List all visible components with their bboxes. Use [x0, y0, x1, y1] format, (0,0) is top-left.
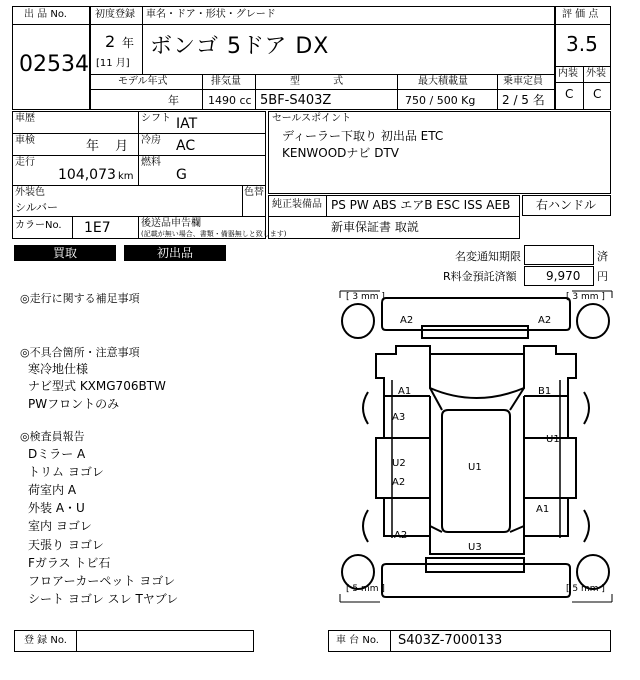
capacity-label: 乗車定員 [503, 76, 543, 87]
displacement: 1490 cc [208, 94, 252, 107]
damage-mark: A1 [536, 504, 550, 515]
damage-marks [392, 315, 560, 553]
body-outline [363, 346, 589, 554]
tire-front-left [340, 291, 385, 338]
model-year-label: モデル年式 [118, 76, 168, 87]
first-reg-label: 初度登録 [95, 9, 135, 20]
damage-mark: U1 [468, 462, 482, 473]
damage-mark: A2 [538, 315, 552, 326]
color-no-label: カラーNo. [15, 220, 62, 231]
damage-mark: U1 [546, 434, 560, 445]
car-name-label: 車名・ドア・形状・グレード [146, 9, 276, 20]
equipment-items: PS PW ABS エアB ESC ISS AEB [331, 198, 511, 212]
displacement-label: 排気量 [211, 76, 241, 87]
inspector-item: 荷室内 A [28, 483, 77, 497]
color-no-value: 1E7 [84, 220, 111, 236]
type-label: 型 式 [290, 76, 344, 87]
tire-front-right [566, 291, 612, 338]
reg-year-unit: 年 [122, 36, 135, 50]
lot-number: 02534 [19, 52, 89, 77]
inspection-label: 車検 [15, 135, 35, 146]
steering-value: 右ハンドル [536, 198, 597, 212]
tire-rear-left [340, 555, 385, 602]
recycle-unit: 円 [597, 270, 608, 283]
aftermarket-note: (記載が無い場合、書類・備器無しと致します) [141, 230, 287, 238]
lot-label: 出 品 No. [24, 9, 67, 20]
svg-text:[ 3 mm ]: [ 3 mm ] [346, 292, 385, 302]
damage-mark: B1 [538, 386, 552, 397]
sales-point-line-1: ディーラー下取り 初出品 ETC [282, 129, 444, 143]
recycle-value: 9,970 [546, 269, 581, 283]
ac-value: AC [176, 138, 196, 154]
score-label: 評 価 点 [562, 9, 599, 20]
inspection-value: 年 月 [86, 139, 129, 154]
model-code: 5BF-S403Z [260, 93, 332, 108]
color-label: 外装色 [15, 187, 45, 198]
exterior-grade: C [593, 87, 602, 101]
equipment-label: 純正装備品 [272, 199, 322, 210]
first-listing-badge: 初出品 [124, 245, 226, 261]
aftermarket-label: 後送品申告欄 [141, 218, 201, 229]
defects-header: ◎不具合箇所・注意事項 [20, 346, 140, 359]
inspector-header: ◎検査員報告 [20, 430, 85, 443]
svg-text:[ 5 mm ]: [ 5 mm ] [346, 584, 385, 594]
mileage-label: 走行 [15, 157, 35, 168]
model-year-unit: 年 [168, 94, 179, 107]
shift-label: シフト [141, 113, 171, 124]
recolor-label: 色替 [244, 187, 264, 198]
chassis-label: 車 台 No. [336, 635, 379, 646]
exterior-label: 外装 [586, 68, 606, 79]
tire-rear-right [566, 555, 612, 602]
damage-mark: A3 [392, 412, 406, 423]
max-load: 750 / 500 Kg [405, 94, 476, 107]
recycle-label: R料金預託済額 [443, 270, 517, 283]
driving-notes-header: ◎走行に関する補足事項 [20, 292, 140, 305]
inspector-item: 室内 ヨゴレ [28, 519, 92, 533]
reg-year: 2 [105, 32, 116, 51]
deadline-value-box [524, 245, 594, 265]
rear-bumper-outline [382, 558, 570, 597]
mileage-value: 104,073 [58, 167, 116, 183]
inspector-item: Dミラー A [28, 447, 86, 461]
chassis-no-value: S403Z-7000133 [398, 633, 503, 648]
damage-mark: A2 [394, 530, 408, 541]
reg-no-label: 登 録 No. [24, 635, 67, 646]
damage-mark: A1 [398, 386, 412, 397]
capacity: 2 / 5 名 [502, 93, 545, 107]
interior-label: 内装 [558, 68, 578, 79]
svg-text:[ 3 mm ]: [ 3 mm ] [566, 292, 605, 302]
svg-text:[ 5 mm ]: [ 5 mm ] [566, 584, 605, 594]
defect-item: PWフロントのみ [28, 397, 120, 411]
buy-badge: 買取 [14, 245, 116, 261]
inspector-item: シート ヨゴレ スレ Tヤブレ [28, 592, 179, 606]
inspector-item: トリム ヨゴレ [28, 465, 104, 479]
damage-mark: U3 [468, 542, 482, 553]
inspector-item: 外装 A・U [28, 501, 85, 515]
inspector-item: Fガラス トビ石 [28, 556, 111, 570]
ac-label: 冷房 [141, 135, 161, 146]
fuel-label: 燃料 [141, 157, 161, 168]
damage-mark: A2 [392, 477, 406, 488]
sales-points-label: セールスポイント [272, 113, 352, 124]
score-value: 3.5 [566, 32, 598, 56]
damage-mark: A2 [400, 315, 414, 326]
interior-grade: C [565, 87, 574, 101]
max-load-label: 最大積載量 [418, 76, 468, 87]
mileage-unit: km [118, 171, 134, 182]
defect-item: ナビ型式 KXMG706BTW [28, 379, 166, 393]
deadline-unit: 済 [597, 250, 608, 263]
car-condition-diagram [338, 288, 614, 606]
warranty-docs: 新車保証書 取説 [331, 220, 419, 234]
car-name: ボンゴ 5ドア DX [150, 34, 330, 59]
defect-item: 寒冷地仕様 [28, 362, 89, 376]
damage-mark: U2 [392, 458, 406, 469]
inspector-item: 天張り ヨゴレ [28, 538, 104, 552]
history-label: 車歴 [15, 113, 35, 124]
reg-month: [11 月] [96, 58, 130, 69]
inspector-item: フロアーカーペット ヨゴレ [28, 574, 176, 588]
shift-value: IAT [176, 116, 198, 132]
fuel-value: G [176, 167, 187, 183]
deadline-label: 名変通知期限 [455, 250, 521, 263]
color-value: シルバー [15, 201, 58, 214]
sales-point-line-2: KENWOODナビ DTV [282, 146, 400, 160]
